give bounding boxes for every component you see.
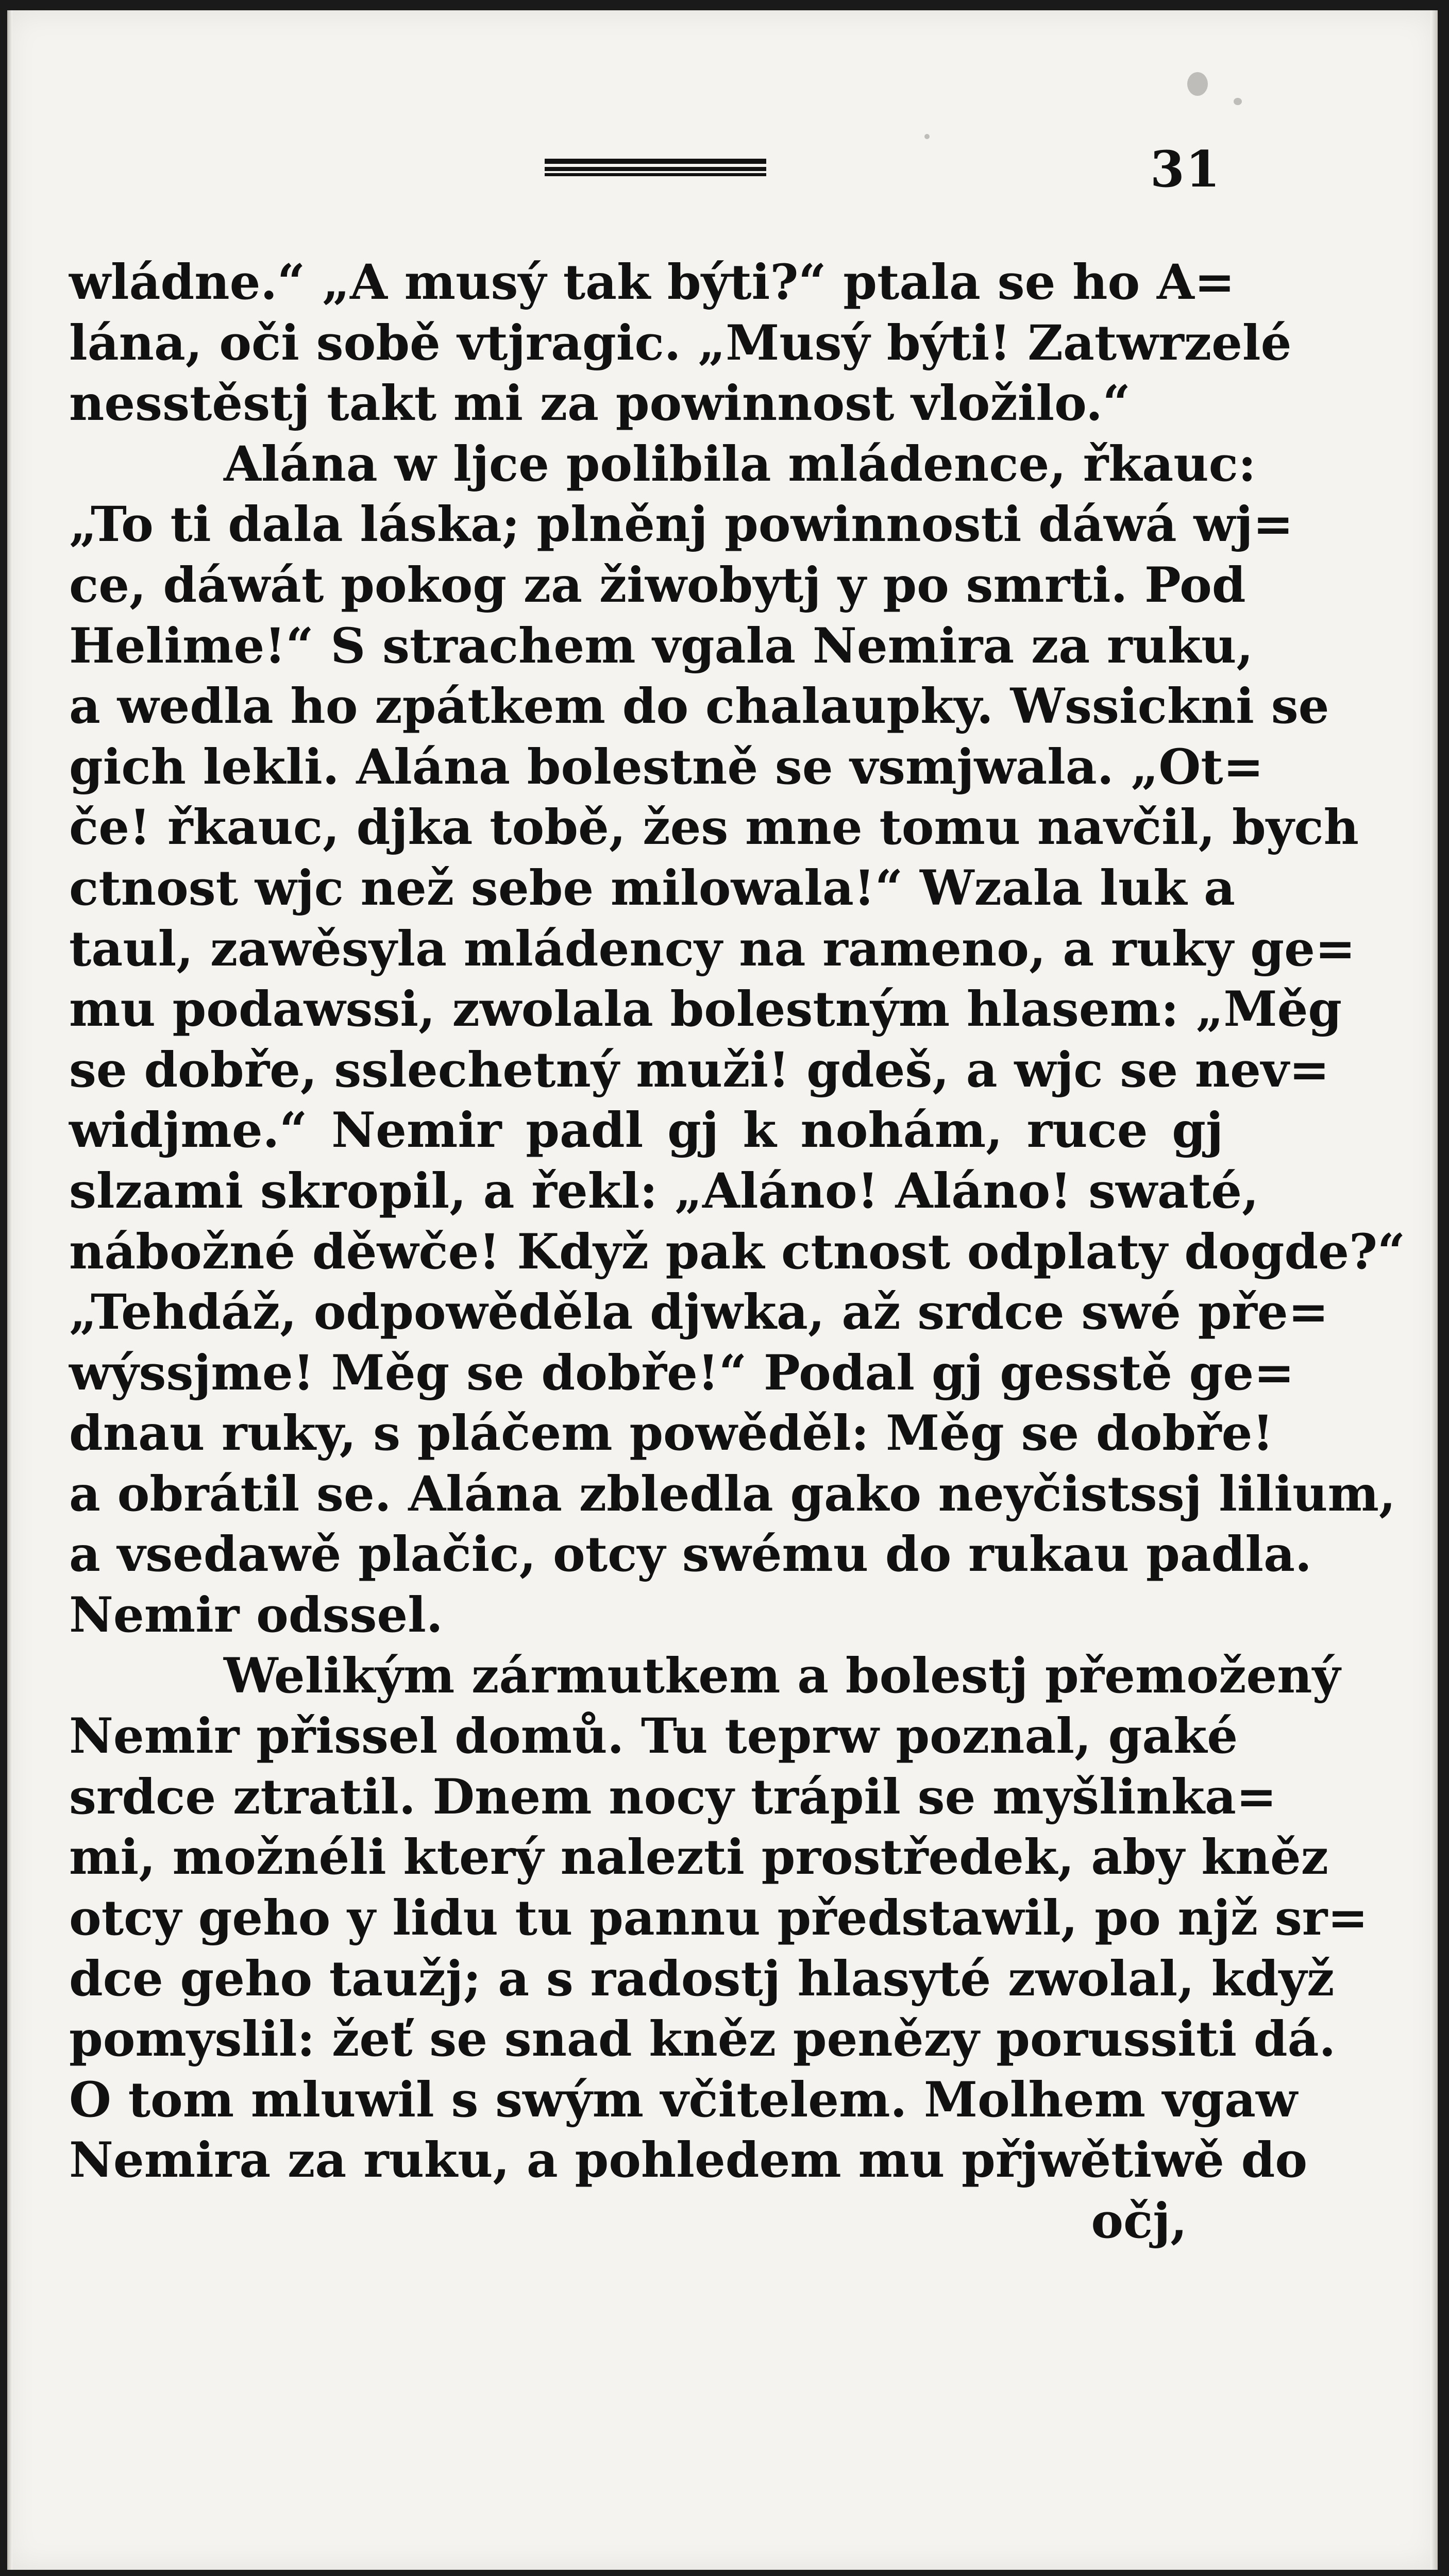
- text-line: O tom mluwil s swým včitelem. Molhem vgaw: [69, 2071, 1298, 2128]
- text-line: Nemir přissel domů. Tu teprw poznal, gaké: [69, 1708, 1238, 1765]
- text-line: ce, dáwát pokog za žiwobytj y po smrti. Pod: [69, 556, 1246, 614]
- text-line: wládne.“ „A musý tak býti?“ ptala se ho A=: [69, 254, 1235, 311]
- ink-spot: [1187, 72, 1208, 96]
- text-line: Nemir odssel.: [69, 1587, 443, 1644]
- catchword: očj,: [1091, 2193, 1187, 2249]
- text-line: lána, oči sobě vtjragic. „Musý býti! Zatwrzelé: [69, 314, 1292, 371]
- text-line: a obrátil se. Alána zbledla gako neyčistssj lilium,: [69, 1465, 1396, 1522]
- text-line: Helime!“ S strachem vgala Nemira za ruku,: [69, 617, 1254, 674]
- text-line: widjme.“ Nemir padl gj k nohám, ruce gj: [69, 1102, 1223, 1159]
- text-line: a vsedawě plačic, otcy swému do rukau padla.: [69, 1526, 1312, 1583]
- text-line: nesstěstj takt mi za powinnost vložilo.“: [69, 375, 1131, 432]
- text-line: nábožné děwče! Když pak ctnost odplaty dogde?“: [69, 1223, 1406, 1280]
- text-line: „Tehdáž, odpowěděla djwka, až srdce swé pře=: [69, 1284, 1329, 1341]
- text-line: a wedla ho zpátkem do chalaupky. Wssickni se: [69, 678, 1329, 735]
- header-ornament-rule: [545, 159, 766, 176]
- page-edge-shadow: [1430, 10, 1438, 2570]
- text-line: otcy geho y lidu tu pannu předstawil, po njž sr=: [69, 1890, 1369, 1947]
- text-line: slzami skropil, a řekl: „Aláno! Aláno! swaté,: [69, 1162, 1259, 1219]
- body-text: [69, 252, 1406, 2252]
- text-line: Welikým zármutkem a bolestj přemožený: [224, 1647, 1341, 1704]
- text-line: Nemira za ruku, a pohledem mu přjwětiwě do: [69, 2132, 1308, 2189]
- text-line: srdce ztratil. Dnem nocy trápil se myšlinka=: [69, 1768, 1277, 1825]
- ink-spot: [1234, 98, 1242, 105]
- text-line: pomyslil: žeť se snad kněz penězy porussiti dá.: [69, 2011, 1336, 2068]
- text-line: če! řkauc, djka tobě, žes mne tomu navčil, bych: [69, 799, 1359, 856]
- text-line: mi, možnéli který nalezti prostředek, aby kněz: [69, 1829, 1329, 1886]
- text-line: dnau ruky, s pláčem powěděl: Měg se dobře!: [69, 1405, 1274, 1462]
- text-line: dce geho taužj; a s radostj hlasyté zwolal, když: [69, 1950, 1335, 2007]
- text-line: wýssjme! Měg se dobře!“ Podal gj gesstě ge=: [69, 1344, 1294, 1401]
- text-line: mu podawssi, zwolala bolestným hlasem: „Měg: [69, 981, 1342, 1038]
- page-spine-shadow: [7, 10, 12, 2570]
- text-line: gich lekli. Alána bolestně se vsmjwala. „Ot=: [69, 738, 1264, 795]
- book-page: [7, 10, 1438, 2570]
- text-line: se dobře, sslechetný muži! gdeš, a wjc se nev=: [69, 1041, 1330, 1098]
- ink-spot: [924, 134, 930, 139]
- text-line: ctnost wjc než sebe milowala!“ Wzala luk a: [69, 859, 1235, 917]
- text-line: „To ti dala láska; plněnj powinnosti dáwá wj=: [69, 496, 1294, 553]
- page-number: 31: [1150, 140, 1221, 198]
- text-line: taul, zawěsyla mládency na rameno, a ruky ge=: [69, 920, 1356, 977]
- text-line: Alána w ljce polibila mládence, řkauc:: [224, 435, 1256, 493]
